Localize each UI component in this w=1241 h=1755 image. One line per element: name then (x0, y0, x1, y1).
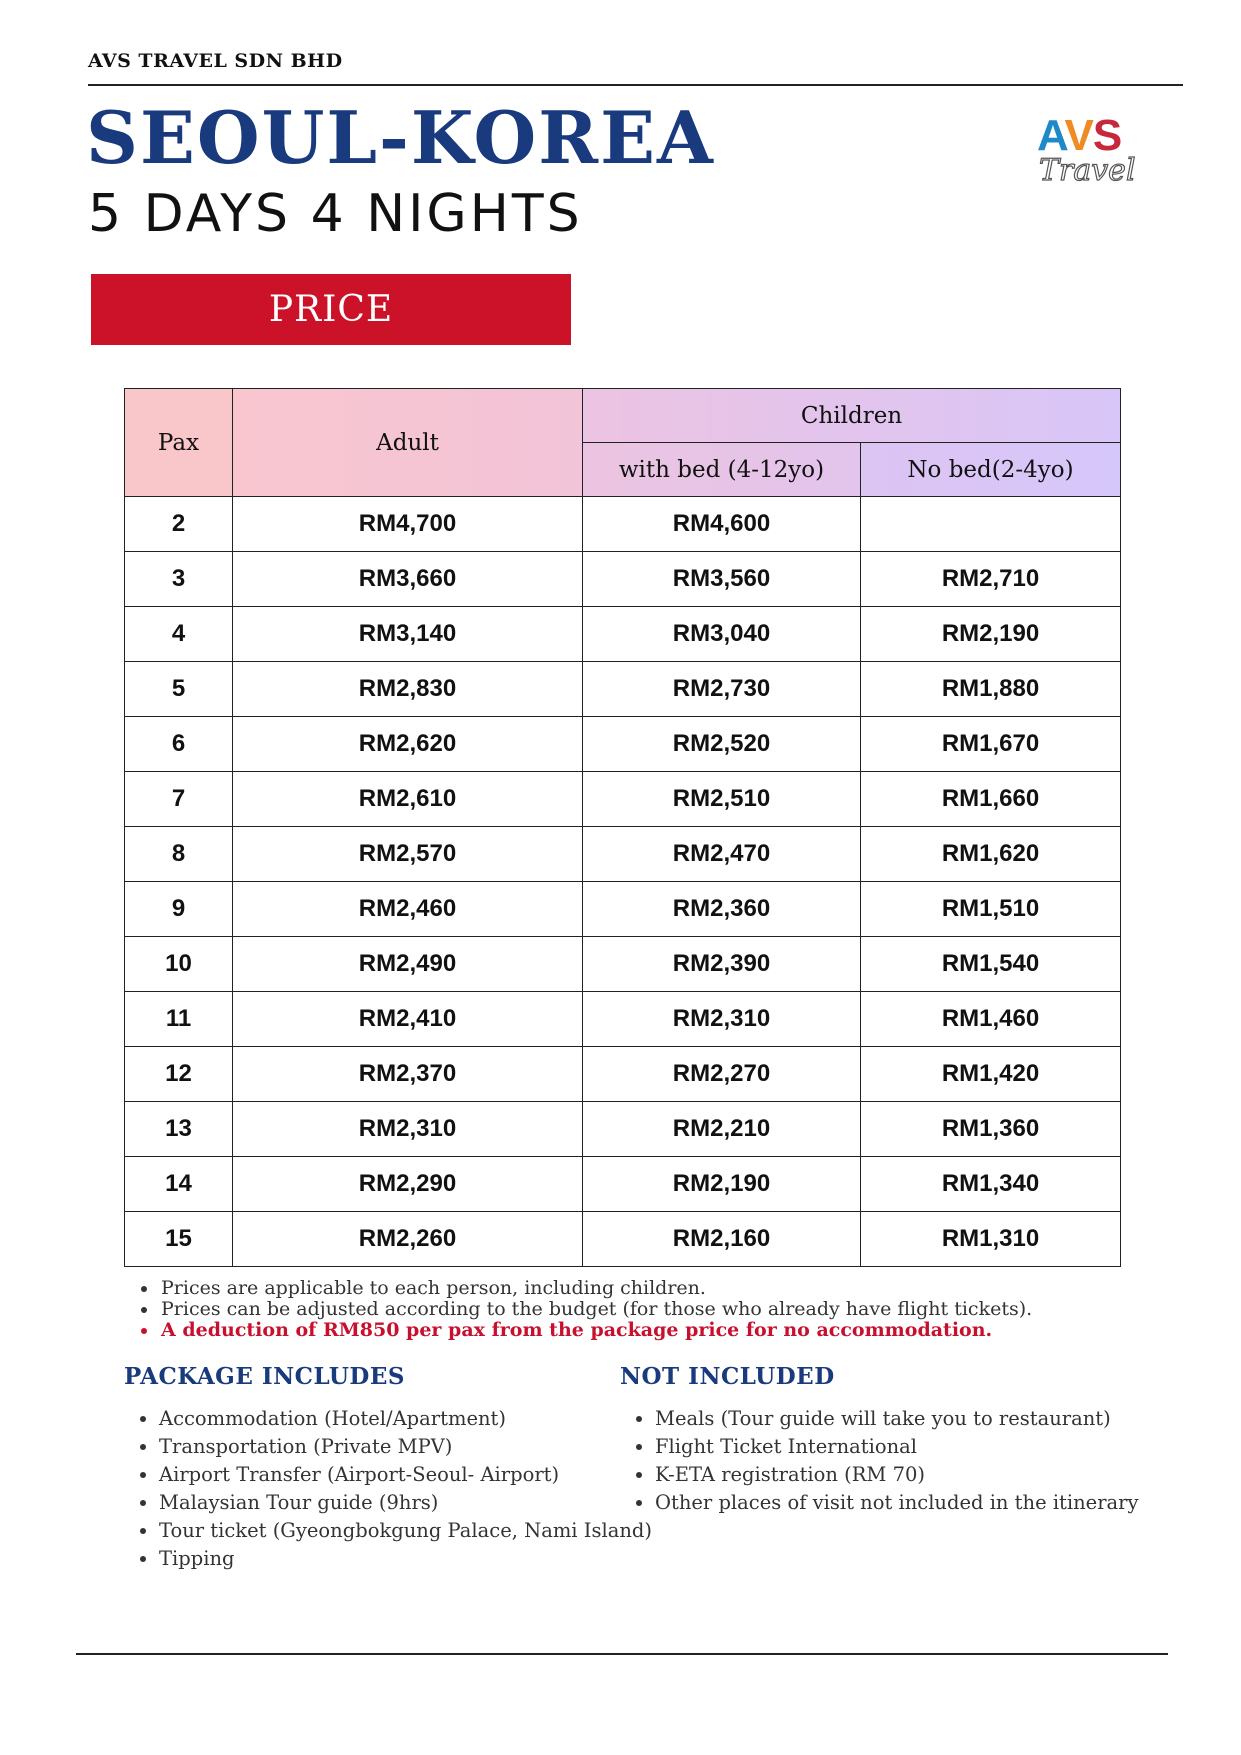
cell-pax: 14 (125, 1157, 233, 1212)
not-included-list (629, 1405, 1139, 1517)
cell-pax: 8 (125, 827, 233, 882)
cell-adult: RM4,700 (233, 497, 583, 552)
cell-with-bed: RM2,160 (583, 1212, 861, 1267)
table-row (125, 497, 1121, 552)
cell-no-bed: RM1,670 (861, 717, 1121, 772)
not-included-title: NOT INCLUDED (620, 1363, 835, 1390)
cell-no-bed: RM1,340 (861, 1157, 1121, 1212)
price-table-body (125, 497, 1121, 1267)
table-row (125, 1102, 1121, 1157)
cell-no-bed: RM2,190 (861, 607, 1121, 662)
cell-pax: 4 (125, 607, 233, 662)
company-name: AVS TRAVEL SDN BHD (88, 50, 343, 72)
bottom-divider (76, 1653, 1168, 1655)
cell-adult: RM2,290 (233, 1157, 583, 1212)
price-table (124, 388, 1121, 1267)
cell-pax: 5 (125, 662, 233, 717)
table-row (125, 552, 1121, 607)
cell-with-bed: RM2,360 (583, 882, 861, 937)
list-item: • Tipping (159, 1545, 652, 1573)
page-subtitle: 5 DAYS 4 NIGHTS (88, 184, 583, 244)
table-row (125, 992, 1121, 1047)
cell-pax: 13 (125, 1102, 233, 1157)
cell-with-bed: RM2,470 (583, 827, 861, 882)
cell-with-bed: RM2,210 (583, 1102, 861, 1157)
list-item: • Airport Transfer (Airport-Seoul- Airport) (159, 1461, 652, 1489)
cell-no-bed: RM1,420 (861, 1047, 1121, 1102)
header-with-bed: with bed (4-12yo) (583, 443, 861, 497)
table-row (125, 1212, 1121, 1267)
cell-adult: RM2,830 (233, 662, 583, 717)
cell-no-bed (861, 497, 1121, 552)
cell-adult: RM2,410 (233, 992, 583, 1047)
cell-with-bed: RM2,310 (583, 992, 861, 1047)
cell-adult: RM3,140 (233, 607, 583, 662)
cell-pax: 7 (125, 772, 233, 827)
cell-with-bed: RM3,560 (583, 552, 861, 607)
cell-with-bed: RM2,270 (583, 1047, 861, 1102)
cell-no-bed: RM2,710 (861, 552, 1121, 607)
cell-adult: RM2,460 (233, 882, 583, 937)
cell-no-bed: RM1,620 (861, 827, 1121, 882)
price-banner: PRICE (91, 274, 571, 345)
cell-adult: RM2,490 (233, 937, 583, 992)
cell-no-bed: RM1,880 (861, 662, 1121, 717)
cell-adult: RM2,570 (233, 827, 583, 882)
cell-no-bed: RM1,510 (861, 882, 1121, 937)
cell-pax: 11 (125, 992, 233, 1047)
cell-adult: RM2,260 (233, 1212, 583, 1267)
cell-no-bed: RM1,660 (861, 772, 1121, 827)
page-title: SEOUL-KOREA (86, 95, 715, 180)
header-children: Children (583, 389, 1121, 443)
note-item-highlight: • A deduction of RM850 per pax from the package price for no accommodation. (159, 1320, 1032, 1341)
header-pax: Pax (125, 389, 233, 497)
cell-no-bed: RM1,360 (861, 1102, 1121, 1157)
table-row (125, 1047, 1121, 1102)
cell-adult: RM2,610 (233, 772, 583, 827)
avs-travel-logo (1035, 112, 1165, 192)
list-item: • Meals (Tour guide will take you to restaurant) (655, 1405, 1139, 1433)
price-notes (133, 1278, 1032, 1341)
cell-with-bed: RM4,600 (583, 497, 861, 552)
table-row (125, 662, 1121, 717)
list-item: • Tour ticket (Gyeongbokgung Palace, Nami Island) (159, 1517, 652, 1545)
package-includes-list (133, 1405, 652, 1573)
cell-adult: RM2,310 (233, 1102, 583, 1157)
cell-pax: 2 (125, 497, 233, 552)
cell-pax: 12 (125, 1047, 233, 1102)
table-row (125, 937, 1121, 992)
cell-pax: 3 (125, 552, 233, 607)
top-divider (88, 84, 1183, 86)
table-row (125, 882, 1121, 937)
table-row (125, 717, 1121, 772)
list-item: • Other places of visit not included in the itinerary (655, 1489, 1139, 1517)
cell-with-bed: RM2,190 (583, 1157, 861, 1212)
cell-with-bed: RM2,520 (583, 717, 861, 772)
note-item: • Prices can be adjusted according to the budget (for those who already have flight tickets). (159, 1299, 1032, 1320)
table-row (125, 1157, 1121, 1212)
list-item: • Transportation (Private MPV) (159, 1433, 652, 1461)
package-includes-title: PACKAGE INCLUDES (124, 1363, 406, 1390)
table-row (125, 827, 1121, 882)
cell-no-bed: RM1,310 (861, 1212, 1121, 1267)
cell-adult: RM3,660 (233, 552, 583, 607)
cell-with-bed: RM2,390 (583, 937, 861, 992)
cell-adult: RM2,370 (233, 1047, 583, 1102)
note-item: • Prices are applicable to each person, including children. (159, 1278, 1032, 1299)
cell-no-bed: RM1,540 (861, 937, 1121, 992)
logo-travel-text: Travel (1039, 153, 1136, 188)
cell-with-bed: RM2,730 (583, 662, 861, 717)
header-no-bed: No bed(2-4yo) (861, 443, 1121, 497)
cell-pax: 15 (125, 1212, 233, 1267)
logo-avs-text: AVS (1037, 112, 1122, 160)
list-item: • Malaysian Tour guide (9hrs) (159, 1489, 652, 1517)
cell-pax: 10 (125, 937, 233, 992)
header-adult: Adult (233, 389, 583, 497)
cell-no-bed: RM1,460 (861, 992, 1121, 1047)
table-row (125, 607, 1121, 662)
table-row (125, 772, 1121, 827)
cell-pax: 6 (125, 717, 233, 772)
cell-pax: 9 (125, 882, 233, 937)
list-item: • K-ETA registration (RM 70) (655, 1461, 1139, 1489)
cell-with-bed: RM3,040 (583, 607, 861, 662)
cell-adult: RM2,620 (233, 717, 583, 772)
cell-with-bed: RM2,510 (583, 772, 861, 827)
list-item: • Accommodation (Hotel/Apartment) (159, 1405, 652, 1433)
list-item: • Flight Ticket International (655, 1433, 1139, 1461)
